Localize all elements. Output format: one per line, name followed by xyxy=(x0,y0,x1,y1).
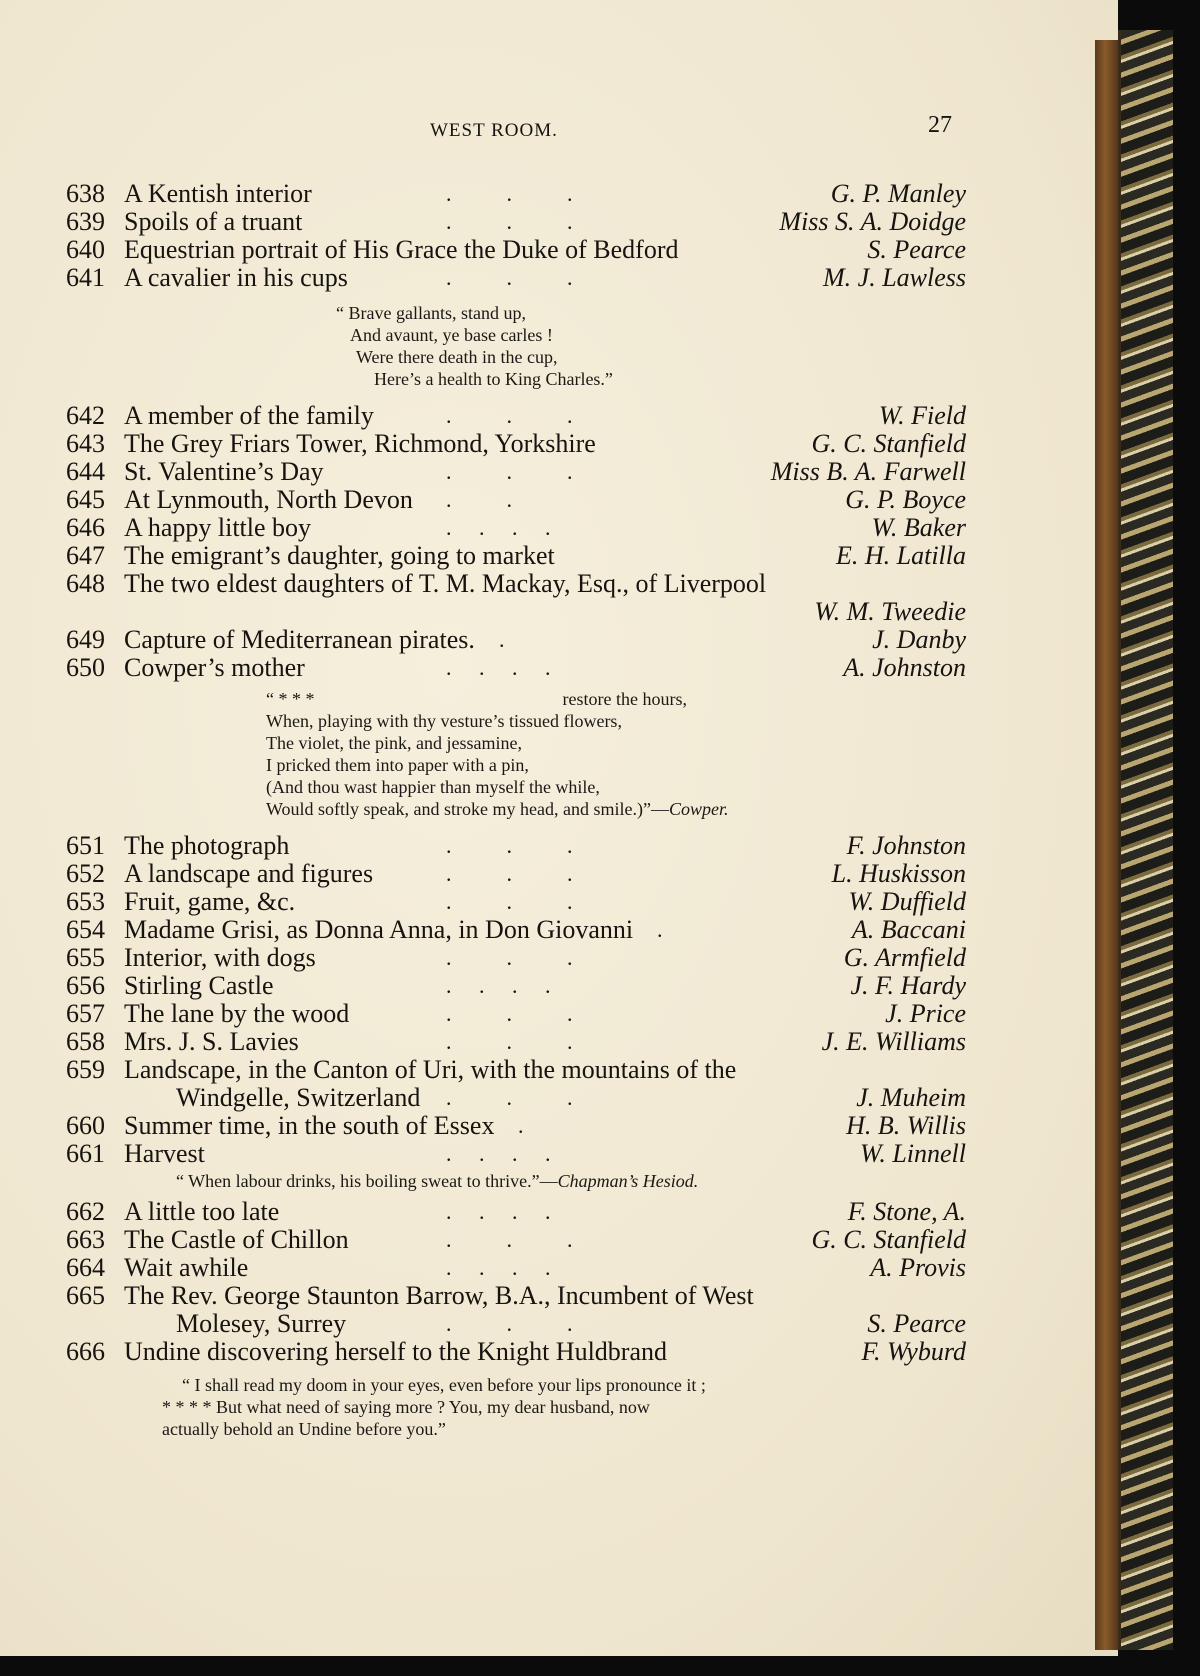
entry-artist: A. Johnston xyxy=(843,653,966,682)
entry-title: The photograph xyxy=(124,831,290,860)
leader-dots: . . . xyxy=(446,833,573,858)
catalogue-entry xyxy=(66,430,966,458)
entry-title: The Rev. George Staunton Barrow, B.A., Incumbent of West xyxy=(124,1281,754,1310)
entry-title: A little too late xyxy=(124,1197,280,1226)
entry-number: 648 xyxy=(66,569,105,598)
entry-title: Windgelle, Switzerland xyxy=(176,1083,421,1112)
entry-number: 646 xyxy=(66,513,105,542)
entry-title: A Kentish interior xyxy=(124,179,312,208)
entry-title: Summer time, in the south of Essex xyxy=(124,1111,495,1140)
entry-artist: A. Baccani xyxy=(851,915,966,944)
entry-title: The emigrant’s daughter, going to market xyxy=(124,541,555,570)
entry-group xyxy=(66,626,966,682)
catalogue-entry xyxy=(66,1140,966,1168)
entry-title: Mrs. J. S. Lavies xyxy=(124,1027,299,1056)
entry-number: 643 xyxy=(66,429,105,458)
catalogue-entry xyxy=(66,1112,966,1140)
marbled-edge xyxy=(1118,30,1173,1650)
entry-title: Interior, with dogs xyxy=(124,943,316,972)
leader-dots: . . . xyxy=(446,265,573,290)
leader-dots: . . . . xyxy=(446,515,551,540)
leader-dots: . . . xyxy=(446,1001,573,1026)
leader-dots: . . . . xyxy=(446,1255,551,1280)
entry-title: The Grey Friars Tower, Richmond, Yorkshire xyxy=(124,429,596,458)
leader-dots: . . . xyxy=(446,945,573,970)
entry-artist: G. C. Stanfield xyxy=(811,1225,966,1254)
leader-dots: . . . xyxy=(446,861,573,886)
entry-artist: W. Field xyxy=(878,401,966,430)
entry-number: 649 xyxy=(66,625,105,654)
entry-artist: W. Baker xyxy=(871,513,966,542)
entry-number: 658 xyxy=(66,1027,105,1056)
entry-title: Harvest xyxy=(124,1139,205,1168)
catalogue-entry xyxy=(66,916,966,944)
entry-title: St. Valentine’s Day xyxy=(124,457,324,486)
entry-artist: F. Wyburd xyxy=(861,1337,966,1366)
catalogue-entry xyxy=(66,458,966,486)
catalogue-entry xyxy=(66,1338,966,1366)
verse-citation: Chapman’s Hesiod. xyxy=(557,1171,699,1191)
entry-group xyxy=(66,1112,966,1168)
catalogue-entry xyxy=(66,236,966,264)
entry-artist: J. Muheim xyxy=(856,1083,966,1112)
verse-quote xyxy=(266,688,966,820)
catalogue-entry xyxy=(66,486,966,514)
catalogue-entries xyxy=(66,180,966,1440)
verse-quote xyxy=(336,302,966,390)
verse-line: When, playing with thy vesture’s tissued flowers, xyxy=(266,711,622,731)
entry-title: A member of the family xyxy=(124,401,374,430)
entry-title: Wait awhile xyxy=(124,1253,249,1282)
verse-line: (And thou wast happier than myself the while, xyxy=(266,777,600,797)
entry-number: 645 xyxy=(66,485,105,514)
catalogue-entry xyxy=(66,1282,966,1310)
entry-number: 655 xyxy=(66,943,105,972)
leader-dots: . xyxy=(518,1113,524,1138)
entry-number: 653 xyxy=(66,887,105,916)
catalogue-entry xyxy=(66,1056,966,1084)
verse-line: Were there death in the cup, xyxy=(356,347,558,367)
verse-line: And avaunt, ye base carles ! xyxy=(350,325,553,345)
entry-group xyxy=(66,1198,966,1310)
catalogue-entry xyxy=(66,1254,966,1282)
entry-artist: J. E. Williams xyxy=(821,1027,966,1056)
entry-number: 661 xyxy=(66,1139,105,1168)
page-number: 27 xyxy=(928,112,952,138)
leader-dots: . . xyxy=(446,487,512,512)
verse-line: “ I shall read my doom in your eyes, even before your lips pronounce it ; xyxy=(182,1375,706,1395)
entry-number: 638 xyxy=(66,179,105,208)
catalogue-entry xyxy=(66,542,966,570)
entry-number: 654 xyxy=(66,915,105,944)
entry-title: The Castle of Chillon xyxy=(124,1225,349,1254)
verse-line: The violet, the pink, and jessamine, xyxy=(266,733,522,753)
verse-quote xyxy=(176,1170,966,1192)
entry-title: Molesey, Surrey xyxy=(176,1309,347,1338)
verse-quote xyxy=(162,1374,862,1440)
entry-artist: Miss B. A. Farwell xyxy=(770,457,966,486)
leader-dots: . xyxy=(499,627,505,652)
entry-number: 660 xyxy=(66,1111,105,1140)
entry-title: Capture of Mediterranean pirates. xyxy=(124,625,475,654)
entry-artist: W. Duffield xyxy=(848,887,966,916)
entry-group xyxy=(66,402,966,598)
verse-line xyxy=(266,688,966,710)
catalogue-entry xyxy=(66,1198,966,1226)
entry-title: Equestrian portrait of His Grace the Duke of Bedford xyxy=(124,235,679,264)
catalogue-entry xyxy=(66,180,966,208)
verse-last: Would softly speak, and stroke my head, and smile.)” xyxy=(266,799,651,819)
entry-artist: H. B. Willis xyxy=(846,1111,966,1140)
entry-title: Spoils of a truant xyxy=(124,207,303,236)
catalogue-entry xyxy=(66,888,966,916)
leader-dots: . . . . xyxy=(446,655,551,680)
entry-number: 644 xyxy=(66,457,105,486)
entry-title: Madame Grisi, as Donna Anna, in Don Giovanni xyxy=(124,915,634,944)
entry-artist: J. F. Hardy xyxy=(850,971,966,1000)
verse-stars: “ * * * xyxy=(266,689,315,709)
verse-line: Would softly speak, and stroke my head, and smile.)”—Cowper. xyxy=(266,799,729,819)
leader-dots: . xyxy=(657,917,663,942)
entry-artist: F. Johnston xyxy=(846,831,966,860)
catalogue-entry xyxy=(66,944,966,972)
entry-artist: E. H. Latilla xyxy=(835,541,966,570)
leader-dots: . . . . xyxy=(446,973,551,998)
leader-dots: . . . . xyxy=(446,1141,551,1166)
catalogue-entry xyxy=(66,1000,966,1028)
running-head: WEST ROOM. xyxy=(430,120,558,141)
entry-group xyxy=(66,832,966,1084)
catalogue-entry xyxy=(66,654,966,682)
verse-line: “ Brave gallants, stand up, xyxy=(336,303,526,323)
entry-artist: M. J. Lawless xyxy=(823,263,966,292)
leader-dots: . . . xyxy=(446,1029,573,1054)
entry-title: Undine discovering herself to the Knight Huldbrand xyxy=(124,1337,667,1366)
entry-number: 652 xyxy=(66,859,105,888)
entry-artist: Miss S. A. Doidge xyxy=(779,207,966,236)
entry-number: 656 xyxy=(66,971,105,1000)
catalogue-entry xyxy=(66,860,966,888)
entry-artist: J. Price xyxy=(885,999,966,1028)
entry-number: 659 xyxy=(66,1055,105,1084)
entry-artist: G. P. Boyce xyxy=(845,485,966,514)
entry-artist: J. Danby xyxy=(872,625,966,654)
leader-dots: . . . xyxy=(446,403,573,428)
page-header xyxy=(0,112,1118,142)
entry-artist: S. Pearce xyxy=(867,1309,966,1338)
catalogue-entry xyxy=(66,514,966,542)
catalogue-entry xyxy=(66,832,966,860)
verse-first: restore the hours, xyxy=(562,689,687,709)
catalogue-entry xyxy=(66,972,966,1000)
entry-artist: S. Pearce xyxy=(867,235,966,264)
entry-artist: G. Armfield xyxy=(843,943,966,972)
verse-citation: Cowper. xyxy=(668,799,729,819)
entry-title: At Lynmouth, North Devon xyxy=(124,485,413,514)
catalogue-entry xyxy=(66,570,966,598)
entry-title: The lane by the wood xyxy=(124,999,350,1028)
verse-line: I pricked them into paper with a pin, xyxy=(266,755,529,775)
entry-number: 651 xyxy=(66,831,105,860)
entry-number: 639 xyxy=(66,207,105,236)
leader-dots: . . . xyxy=(446,1311,573,1336)
entry-title: A cavalier in his cups xyxy=(124,263,348,292)
entry-number: 663 xyxy=(66,1225,105,1254)
entry-number: 650 xyxy=(66,653,105,682)
entry-continuation xyxy=(66,598,966,626)
entry-number: 640 xyxy=(66,235,105,264)
catalogue-entry xyxy=(66,1226,966,1254)
entry-artist: F. Stone, A. xyxy=(847,1197,966,1226)
entry-title: Fruit, game, &c. xyxy=(124,887,296,916)
entry-title: Landscape, in the Canton of Uri, with the mountains of the xyxy=(124,1055,737,1084)
verse-line: actually behold an Undine before you.” xyxy=(162,1419,446,1439)
entry-number: 665 xyxy=(66,1281,105,1310)
entry-group xyxy=(66,180,966,292)
entry-artist: A. Provis xyxy=(870,1253,966,1282)
leader-dots: . . . xyxy=(446,209,573,234)
entry-title: A happy little boy xyxy=(124,513,312,542)
entry-group xyxy=(66,1338,966,1366)
entry-artist: G. P. Manley xyxy=(830,179,966,208)
catalogue-entry xyxy=(66,208,966,236)
verse-line: “ When labour drinks, his boiling sweat to thrive.”— xyxy=(176,1171,558,1191)
entry-continuation xyxy=(66,1310,966,1338)
leader-dots: . . . xyxy=(446,181,573,206)
catalogue-entry xyxy=(66,1028,966,1056)
entry-number: 664 xyxy=(66,1253,105,1282)
entry-title: The two eldest daughters of T. M. Mackay, Esq., of Liverpool xyxy=(124,569,767,598)
entry-number: 662 xyxy=(66,1197,105,1226)
verse-line: Here’s a health to King Charles.” xyxy=(374,369,613,389)
entry-artist: W. M. Tweedie xyxy=(814,597,966,626)
entry-number: 666 xyxy=(66,1337,105,1366)
entry-continuation xyxy=(66,1084,966,1112)
leader-dots: . . . xyxy=(446,1085,573,1110)
leader-dots: . . . . xyxy=(446,1199,551,1224)
entry-artist: G. C. Stanfield xyxy=(811,429,966,458)
entry-artist: L. Huskisson xyxy=(831,859,966,888)
entry-title: Cowper’s mother xyxy=(124,653,305,682)
verse-line: * * * * But what need of saying more ? You, my dear husband, now xyxy=(162,1397,650,1417)
entry-number: 657 xyxy=(66,999,105,1028)
entry-title: A landscape and figures xyxy=(124,859,374,888)
entry-number: 642 xyxy=(66,401,105,430)
entry-artist: W. Linnell xyxy=(860,1139,966,1168)
entry-title: Stirling Castle xyxy=(124,971,274,1000)
entry-number: 647 xyxy=(66,541,105,570)
catalogue-entry xyxy=(66,626,966,654)
catalogue-entry xyxy=(66,402,966,430)
leader-dots: . . . xyxy=(446,889,573,914)
leader-dots: . . . xyxy=(446,1227,573,1252)
leader-dots: . . . xyxy=(446,459,573,484)
entry-number: 641 xyxy=(66,263,105,292)
catalogue-entry xyxy=(66,264,966,292)
